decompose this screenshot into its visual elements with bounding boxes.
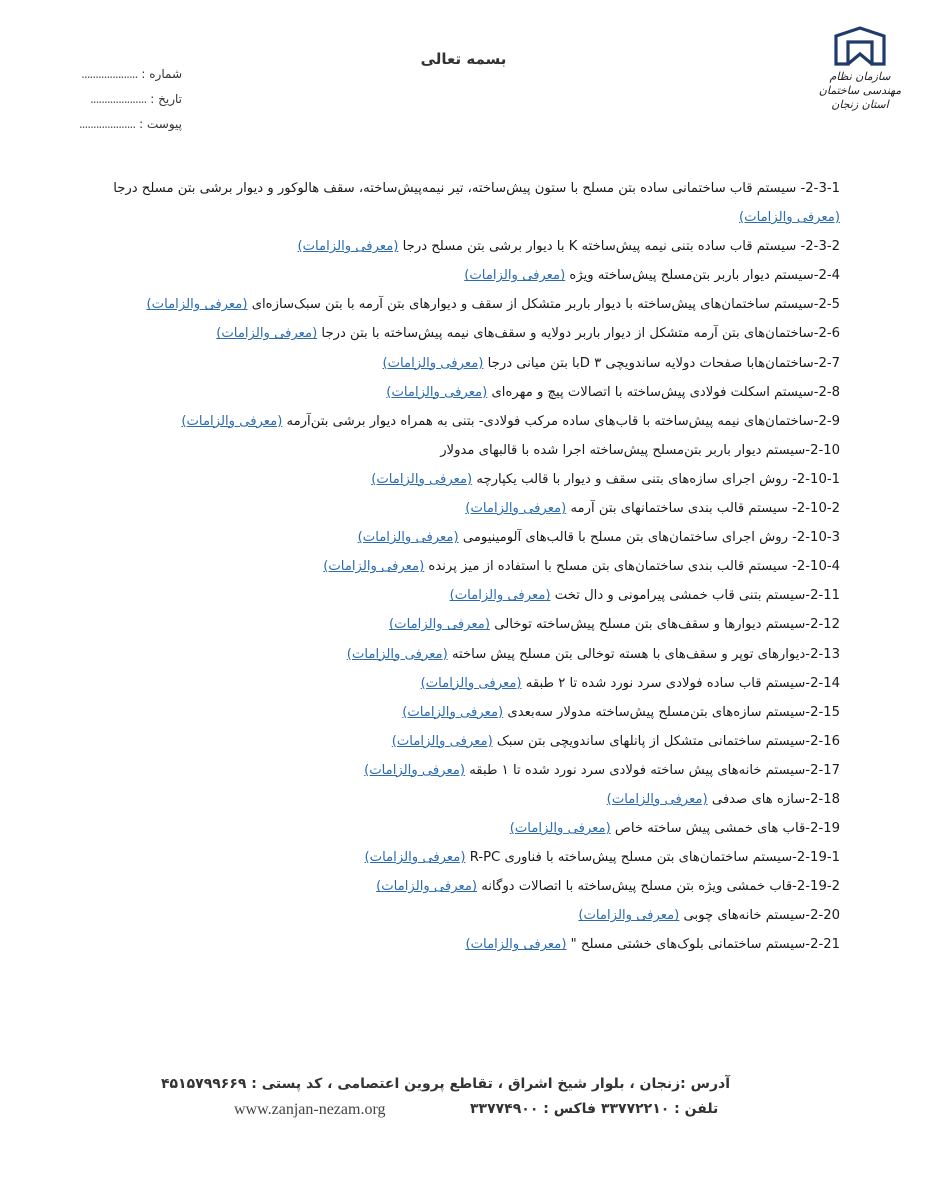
building-logo-icon [832,26,888,70]
item-text: سیستم سازه‌های بتن‌مسلح پیش‌ساخته مدولار سه‌بعدی [507,704,806,720]
list-item [100,552,840,581]
item-text: سیستم ساختمانی متشکل از پانلهای ساندویچی بتن سبک [496,733,806,749]
meta-attachment-label: پیوست : [139,117,182,131]
item-text: سیستم قاب ساده بتنی نیمه پیش‌ساخته K با دیوار برشی بتن مسلح درجا [402,239,801,255]
list-item [100,261,840,290]
intro-requirements-link[interactable]: (معرفی والزامات) [420,675,522,691]
list-item [100,407,840,436]
item-text: سیستم ساختمان‌های بتن مسلح پیش‌ساخته با فناوری R-PC [469,850,793,866]
item-text: سیستم قالب بندی ساختمان‌های بتن مسلح با استفاده از میز پرنده [428,559,793,575]
item-code: 2-5- [813,297,840,313]
list-item [100,901,840,930]
item-text: سیستم خانه‌های چوبی [683,908,806,924]
intro-requirements-link[interactable]: (معرفی والزامات) [376,879,478,895]
list-item [100,378,840,407]
item-text: سیستم قاب ساده فولادی سرد نورد شده تا ۲ طبقه [525,675,806,691]
list-item [100,523,840,552]
intro-requirements-link[interactable]: (معرفی والزامات) [464,268,566,284]
intro-requirements-link[interactable]: (معرفی والزامات) [346,646,448,662]
footer-address: آدرس :زنجان ، بلوار شیخ اشراق ، تقاطع پروین اعتصامی ، کد پستی : ۴۵۱۵۷۹۹۶۶۹ [160,1076,730,1092]
item-code: 2-3-1- [800,181,840,196]
item-code: 2-7- [813,355,840,371]
list-item [100,232,840,261]
intro-requirements-link[interactable]: (معرفی والزامات) [216,326,318,342]
meta-attachment [52,112,182,137]
intro-requirements-link[interactable]: (معرفی والزامات) [465,937,567,953]
list-item [100,785,840,814]
item-code: 2-21- [805,937,840,953]
list-item [100,610,840,639]
meta-date-dots: .................... [89,92,147,106]
intro-requirements-link[interactable]: (معرفی والزامات) [386,384,488,400]
item-text: سیستم دیوار باربر بتن‌مسلح پیش‌ساخته اجرا شده با قالبهای مدولار [440,442,806,458]
intro-requirements-link[interactable]: (معرفی والزامات) [391,733,493,749]
list-item [100,640,840,669]
item-code: 2-10-2- [792,501,840,517]
list-item [100,494,840,523]
item-code: 2-6- [813,326,840,342]
organization-logo [815,26,905,126]
item-text: ساختمان‌های نیمه پیش‌ساخته با قاب‌های ساده مرکب فولادی- بتنی به همراه دیوار برشی بتن‌آرمه [286,413,814,429]
item-code: 2-10-1- [792,471,840,487]
list-item [100,843,840,872]
item-code: 2-10-4- [792,559,840,575]
item-code: 2-17- [805,762,840,778]
item-code: 2-19-1- [792,850,840,866]
meta-number [52,62,182,87]
list-item [100,349,840,378]
intro-requirements-link[interactable]: (معرفی والزامات) [578,908,680,924]
intro-requirements-link[interactable]: (معرفی والزامات) [465,501,567,517]
intro-requirements-link[interactable]: (معرفی والزامات) [389,617,490,633]
list-item [100,698,840,727]
intro-requirements-link[interactable]: (معرفی والزامات) [364,762,466,778]
item-code: 2-20- [805,908,840,924]
letter-meta [52,62,182,137]
item-text: قاب خمشی ویژه بتن مسلح پیش‌ساخته با اتصالات دوگانه [481,879,793,895]
item-code: 2-18- [805,791,840,807]
item-code: 2-9- [813,413,840,429]
item-code: 2-19- [805,821,840,837]
list-item [100,930,840,959]
item-text: سیستم دیوار باربر بتن‌مسلح پیش‌ساخته ویژه [569,268,814,284]
item-code: 2-19-2- [792,879,840,895]
item-text: روش اجرای ساختمان‌های بتن مسلح با قالب‌های آلومینیومی [462,530,793,546]
item-text: سیستم ساختمانی بلوک‌های خشتی مسلح " [570,937,806,953]
intro-requirements-link[interactable]: (معرفی والزامات) [606,791,708,807]
list-item [100,465,840,494]
item-code: 2-12- [805,617,840,633]
list-item [100,814,840,843]
item-text: سیستم اسکلت فولادی پیش‌ساخته با اتصالات پیچ و مهره‌ای [491,384,814,400]
item-code: 2-16- [805,733,840,749]
item-code: 2-3-2- [800,239,840,255]
list-item [100,581,840,610]
item-text: قاب های خمشی پیش ساخته خاص [614,821,806,837]
meta-number-label: شماره : [141,67,182,81]
logo-line-2: استان زنجان [831,98,889,111]
intro-requirements-link[interactable]: (معرفی والزامات) [402,704,504,720]
item-text: سیستم ساختمان‌های پیش‌ساخته با دیوار باربر متشکل از سقف و دیوار‌های بتن آرمه با بتن سبک‌سازه‌ای [251,297,814,313]
item-text: سیستم قالب بندی ساختمانهای بتن آرمه [570,501,793,517]
item-text: دیوارهای توپر و سقف‌های با هسته توخالی بتن مسلح پیش ساخته [451,646,806,662]
item-code: 2-11- [805,588,840,604]
item-code: 2-15- [805,704,840,720]
footer [160,1070,730,1098]
logo-line-1: سازمان نظام مهندسی ساختمان [818,70,902,97]
intro-requirements-link[interactable]: (معرفی والزامات) [739,210,840,226]
meta-date-label: تاریخ : [150,92,182,106]
intro-requirements-link[interactable]: (معرفی والزامات) [181,413,283,429]
intro-requirements-link[interactable]: (معرفی والزامات) [323,559,425,575]
list-item [100,436,840,465]
item-text: سیستم خانه‌های پیش ساخته فولادی سرد نورد شده تا ۱ طبقه [469,762,806,778]
item-code: 2-14- [805,675,840,691]
item-code: 2-10- [805,442,840,458]
intro-requirements-link[interactable]: (معرفی والزامات) [371,471,473,487]
list-item [100,669,840,698]
meta-attachment-dots: .................... [78,117,136,131]
systems-list [100,174,840,960]
item-text: سیستم دیوارها و سقف‌های بتن مسلح پیش‌ساخته توخالی [494,617,806,633]
meta-number-dots: .................... [81,67,138,81]
item-code: 2-13- [805,646,840,662]
intro-requirements-link[interactable]: (معرفی والزامات) [297,239,399,255]
list-item [100,174,840,232]
intro-requirements-link[interactable]: (معرفی والزامات) [357,530,459,546]
item-code: 2-4- [813,268,840,284]
footer-phone: تلفن : ۳۳۷۷۲۲۱۰ فاکس : ۳۳۷۷۴۹۰۰ [470,1101,719,1117]
list-item [100,319,840,348]
item-text: ساختمان‌هابا صفحات دولایه ساندویچی ۳ Dبا بتن میانی درجا [487,355,814,371]
item-text: سیستم بتنی قاب خمشی پیرامونی و دال تخت [554,588,806,604]
meta-date [52,87,182,112]
intro-requirements-link[interactable]: (معرفی والزامات) [449,588,551,604]
intro-requirements-link[interactable]: (معرفی والزامات) [382,355,484,371]
item-text: روش اجرای سازه‌های بتنی سقف و دیوار با قالب یکپارچه [476,471,793,487]
item-code: 2-8- [813,384,840,400]
item-text: سیستم قاب ساختمانی ساده بتن مسلح با ستون پیش‌ساخته، تیر نیمه‌پیش‌ساخته، سقف هالوکور و دیوار برشی بتن مسلح درجا [113,181,801,196]
intro-requirements-link[interactable]: (معرفی والزامات) [364,850,466,866]
list-item [100,872,840,901]
footer-website: www.zanjan-nezam.org [234,1101,386,1118]
list-item [100,290,840,319]
header-title: بسمه تعالی [420,50,507,68]
item-code: 2-10-3- [792,530,840,546]
item-text: ساختمان‌های بتن آرمه متشکل از دیوار باربر دولایه و سقف‌های نیمه پیش‌ساخته با بتن درجا [321,326,814,342]
intro-requirements-link[interactable]: (معرفی والزامات) [509,821,611,837]
list-item [100,727,840,756]
intro-requirements-link[interactable]: (معرفی والزامات) [146,297,248,313]
list-item [100,756,840,785]
item-text: سازه های صدفی [711,791,806,807]
